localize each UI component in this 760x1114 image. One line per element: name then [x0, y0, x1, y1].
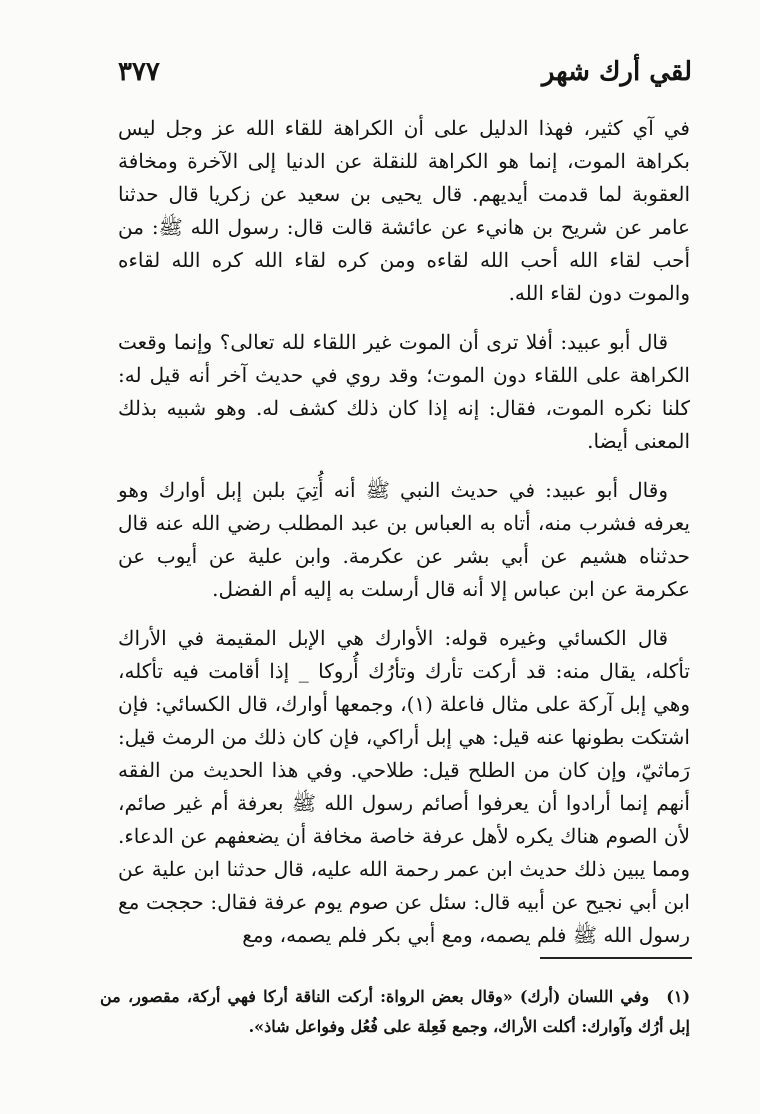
footnote — [100, 982, 690, 1042]
paragraph-3: وقال أبو عبيد: في حديث النبي ﷺ أنه أُتِيَ بلبن إبل أوارك وهو يعرفه فشرب منه، أتاه به العباس بن عبد المطلب رضي الله عنه قال حدثناه هشيم عن أبي بشر عن عكرمة. وابن علية عن أيوب عن عكرمة عن ابن عباس إلا أنه قال أرسلت به إليه أم الفضل. — [118, 478, 690, 601]
paragraph-4: قال الكسائي وغيره قوله: الأوارك هي الإبل المقيمة في الأراك تأكله، يقال منه: قد أركت تأرك وتأرُك أُروكا _ إذا أقامت فيه تأكله، وهي إبل آركة على مثال فاعلة (١)، وجمعها أوارك، قال الكسائي: فإن اشتكت بطونها عنه قيل: هي إبل أراكي، فإن كان ذلك من الرمث قيل: رَماثيّ، وإن كان من الطلح قيل: طلاحي. وفي هذا الحديث من الفقه أنهم إنما أرادوا أن يعرفوا أصائم رسول الله ﷺ بعرفة أم غير صائم، لأن الصوم هناك يكره لأهل عرفة خاصة مخافة أن يضعفهم عن الدعاء. ومما يبين ذلك حديث ابن عمر رحمة الله عليه، قال حدثنا ابن علية عن ابن أبي نجيح عن أبيه قال: سئل عن صوم يوم عرفة فقال: حججت مع رسول الله ﷺ فلم يصمه، ومع أبي بكر فلم يصمه، ومع — [118, 626, 690, 947]
main-text — [118, 112, 690, 968]
page-header — [118, 52, 692, 92]
page-number: ٣٧٧ — [118, 57, 160, 87]
paragraph-2: قال أبو عبيد: أفلا ترى أن الموت غير اللقاء لله تعالى؟ وإنما وقعت الكراهة على اللقاء دون الموت؛ وقد روي في حديث آخر أنه قيل له: كلنا نكره الموت، فقال: إنه إذا كان ذلك كشف له. وهو شبيه بذلك المعنى أيضا. — [118, 330, 690, 453]
footnote-text: وفي اللسان (أرك) «وقال بعض الرواة: أركت الناقة أركا فهي أركة، مقصور، من إبل أرُك وآوارك: أكلت الأراك، وجمع فَعِلة على فُعُل وفواعل شاذ». — [100, 987, 690, 1036]
footnote-separator — [540, 957, 692, 959]
paragraph-1: في آي كثير، فهذا الدليل على أن الكراهة للقاء الله عز وجل ليس بكراهة الموت، إنما هو الكراهة للنقلة عن الدنيا إلى الآخرة ومخافة العقوبة لما قدمت أيديهم. قال يحيى بن سعيد عن زكريا قال حدثنا عامر عن شريح بن هانيء عن عائشة قالت قال: رسول الله ﷺ: من أحب لقاء الله أحب الله لقاءه ومن كره لقاء الله كره الله لقاءه والموت دون لقاء الله. — [118, 116, 690, 305]
running-title: لقي أرك شهر — [541, 57, 692, 87]
footnote-marker: (١) — [666, 987, 691, 1006]
